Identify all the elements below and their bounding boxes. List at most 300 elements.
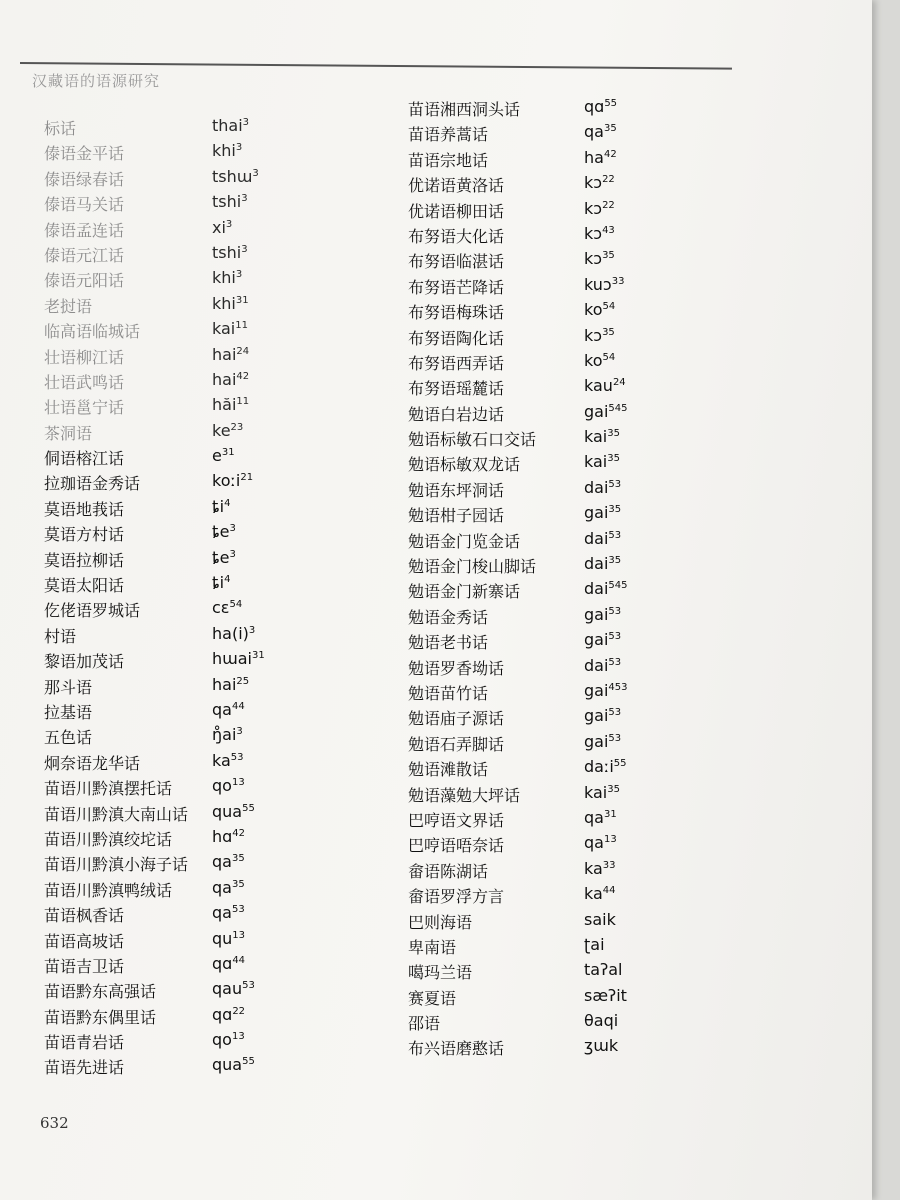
word-form-base: taʔal — [584, 960, 623, 980]
language-name: 布努语西弄话 — [408, 353, 505, 373]
word-form — [584, 783, 620, 802]
tone-number: 42 — [236, 370, 250, 382]
word-form — [212, 167, 259, 186]
language-name: 苗语枫香话 — [44, 906, 125, 926]
language-name: 壮语柳江话 — [44, 347, 125, 367]
tone-number: 3 — [225, 218, 233, 230]
word-form-base: qa — [584, 807, 604, 827]
word-form-base: kau — [584, 376, 613, 396]
tone-number: 53 — [608, 478, 622, 490]
tone-number: 55 — [604, 98, 618, 109]
word-form-base: kai — [584, 452, 608, 472]
word-form — [584, 808, 617, 827]
word-form-base: cɛ — [212, 598, 230, 618]
tone-number: 31 — [251, 650, 265, 662]
tone-number: 4 — [224, 574, 231, 586]
tone-number: 4 — [224, 497, 231, 509]
tone-number: 3 — [235, 269, 243, 281]
tone-number: 545 — [608, 580, 628, 592]
tone-number: 42 — [603, 148, 617, 160]
word-form-base: khi — [212, 293, 236, 313]
word-form-base: gai — [584, 680, 609, 700]
word-form-base: ke — [212, 420, 231, 440]
language-name: 傣语元阳话 — [44, 271, 125, 291]
word-form-base: dai — [584, 655, 609, 675]
tone-number: 53 — [608, 631, 622, 643]
language-name: 苗语养蒿话 — [408, 125, 489, 145]
language-name: 布努语大化话 — [408, 226, 505, 246]
word-form-base: kɔ — [584, 325, 603, 345]
word-form-base: tshi — [212, 242, 242, 262]
tone-number: 11 — [236, 396, 250, 408]
tone-number: 13 — [232, 929, 246, 941]
word-form-base: qua — [212, 801, 243, 821]
tone-number: 53 — [608, 529, 622, 541]
tone-number: 11 — [235, 320, 248, 332]
word-form — [584, 757, 627, 776]
word-form-base: thai — [212, 116, 243, 135]
word-form — [584, 884, 616, 903]
language-name: 勉语金门梭山脚话 — [408, 557, 537, 577]
word-form-base: ha — [584, 147, 604, 167]
language-name: 老挝语 — [44, 296, 93, 316]
tone-number: 53 — [230, 751, 244, 763]
word-form-base: kai — [584, 427, 608, 447]
language-name: 茶洞语 — [44, 423, 93, 443]
word-form-base: hăi — [212, 395, 237, 415]
tone-number: 35 — [607, 453, 620, 465]
word-form-base: qua — [212, 1055, 243, 1075]
word-form-base: ȶi — [212, 573, 225, 593]
word-form — [212, 1030, 245, 1049]
language-name: 噶玛兰语 — [408, 963, 473, 983]
language-name: 巴哼语文界话 — [408, 810, 505, 830]
language-name: 苗语青岩话 — [44, 1033, 125, 1053]
word-form-base: qɑ — [212, 953, 233, 973]
tone-number: 31 — [221, 447, 235, 459]
page-number: 632 — [40, 1114, 69, 1132]
word-form-base: qau — [212, 979, 243, 999]
tone-number: 31 — [603, 808, 617, 820]
word-form — [584, 1011, 618, 1030]
word-form-base: saik — [584, 909, 616, 929]
word-form-base: gai — [584, 706, 609, 726]
tone-number: 35 — [608, 504, 622, 516]
tone-number: 42 — [232, 827, 246, 839]
word-form — [212, 421, 243, 440]
language-name: 勉语藻勉大坪话 — [408, 785, 521, 805]
language-name: 莫语太阳话 — [44, 576, 125, 596]
word-form — [212, 929, 245, 948]
word-form — [584, 960, 623, 979]
language-name: 勉语柑子园话 — [408, 506, 505, 526]
language-name: 炯奈语龙华话 — [44, 753, 141, 773]
word-form-base: qa — [584, 833, 604, 853]
language-name: 苗语宗地话 — [408, 150, 489, 170]
word-form — [212, 294, 249, 313]
word-form — [584, 935, 605, 954]
word-form-base: hɑ — [212, 826, 233, 846]
word-form — [212, 878, 245, 897]
tone-number: 13 — [231, 777, 245, 789]
language-name: 苗语川黔滇绞坨话 — [44, 829, 173, 849]
word-form — [584, 122, 617, 141]
word-form — [584, 478, 621, 497]
language-name: 布努语陶化话 — [408, 328, 505, 348]
tone-number: 3 — [248, 624, 256, 636]
language-name: 莫语地莪话 — [44, 499, 125, 519]
word-form-base: ka — [584, 858, 603, 878]
language-name: 优诺语黄洛话 — [408, 176, 505, 196]
tone-number: 23 — [230, 421, 244, 433]
language-name: 赛夏语 — [408, 988, 457, 1008]
word-form-base: ʒɯk — [584, 1036, 619, 1056]
language-name: 畲语陈湖话 — [408, 861, 489, 881]
word-form-base: gai — [584, 401, 609, 421]
tone-number: 53 — [608, 732, 622, 744]
tone-number: 53 — [608, 605, 622, 617]
language-name: 勉语苗竹话 — [408, 683, 489, 703]
language-name: 勉语罗香坳话 — [408, 658, 505, 678]
word-form — [584, 732, 621, 751]
tone-number: 22 — [602, 199, 615, 211]
language-name: 勉语金门览金话 — [408, 531, 521, 551]
word-form-base: ka — [212, 750, 231, 770]
word-form — [212, 319, 248, 338]
language-name: 临高语临城话 — [44, 322, 141, 342]
language-name: 苗语黔东偶里话 — [44, 1007, 157, 1027]
word-form-base: qa — [212, 699, 232, 719]
language-name: 巴则海语 — [408, 912, 473, 932]
word-form — [212, 345, 249, 364]
language-name: 巴哼语唔奈话 — [408, 836, 505, 856]
word-form — [584, 148, 617, 167]
word-form-base: gai — [584, 604, 609, 624]
word-form — [212, 979, 255, 998]
language-name: 苗语湘西洞头话 — [408, 100, 521, 119]
word-form-base: ko — [584, 300, 603, 320]
word-form — [212, 802, 255, 821]
word-form-base: ha(i) — [212, 623, 249, 643]
tone-number: 53 — [242, 980, 255, 992]
word-form — [584, 833, 617, 852]
tone-number: 3 — [252, 167, 259, 179]
word-form — [584, 326, 615, 345]
word-form-base: ȶi — [212, 496, 225, 516]
word-form — [212, 573, 230, 592]
word-form — [212, 243, 248, 262]
tone-number: 35 — [602, 250, 615, 262]
word-form — [212, 522, 236, 541]
word-form-base: ȶe — [212, 522, 230, 542]
language-name: 莫语方村话 — [44, 525, 125, 545]
language-name: 勉语庙子源话 — [408, 709, 505, 729]
word-form-base: kuɔ — [584, 274, 612, 294]
language-name: 那斗语 — [44, 677, 93, 697]
tone-number: 3 — [242, 117, 250, 128]
word-form — [212, 903, 245, 922]
tone-number: 35 — [608, 555, 622, 567]
tone-number: 3 — [229, 548, 236, 560]
tone-number: 53 — [608, 707, 622, 719]
language-name: 苗语吉卫话 — [44, 956, 125, 976]
language-name: 布努语瑶麓话 — [408, 379, 505, 399]
tone-number: 3 — [241, 193, 248, 205]
language-name: 侗语榕江话 — [44, 449, 125, 469]
language-name: 勉语滩散话 — [408, 760, 489, 780]
tone-number: 54 — [229, 599, 243, 611]
word-form-base: qa — [212, 903, 232, 923]
tone-number: 35 — [231, 878, 245, 890]
word-form — [584, 910, 616, 929]
word-form-base: kɔ — [584, 249, 603, 269]
language-name: 苗语川黔滇摆托话 — [44, 779, 173, 799]
language-name: 卑南语 — [408, 937, 457, 957]
word-form-base: koːi — [212, 471, 241, 491]
language-name: 勉语老书话 — [408, 633, 489, 653]
word-form-base: dai — [584, 477, 609, 497]
language-name: 苗语川黔滇鸭绒话 — [44, 880, 173, 900]
tone-number: 44 — [232, 954, 246, 966]
word-form — [584, 706, 621, 725]
word-form — [584, 199, 615, 218]
language-name: 布兴语磨憨话 — [408, 1039, 505, 1059]
word-form-base: qɑ — [584, 97, 605, 116]
word-form — [212, 827, 245, 846]
word-form — [212, 700, 245, 719]
language-name: 勉语标敏双龙话 — [408, 455, 521, 475]
word-form-base: khi — [212, 268, 236, 288]
language-name: 优诺语柳田话 — [408, 201, 505, 221]
word-form — [584, 986, 627, 1005]
tone-number: 35 — [231, 853, 245, 865]
tone-number: 43 — [602, 224, 615, 236]
tone-number: 13 — [603, 834, 617, 846]
word-form — [584, 656, 621, 675]
word-form-base: hai — [212, 369, 237, 389]
tone-number: 35 — [602, 326, 615, 338]
tone-number: 21 — [240, 472, 254, 484]
word-form-base: daːi — [584, 757, 614, 777]
word-form — [212, 649, 265, 668]
word-form-base: tshi — [212, 192, 242, 212]
word-form — [212, 268, 242, 287]
word-form — [584, 605, 621, 624]
word-form-base: θaqi — [584, 1011, 619, 1031]
word-form — [212, 446, 235, 465]
word-form-base: e — [212, 446, 222, 466]
word-form — [584, 351, 615, 370]
word-form-base: ʈai — [584, 934, 605, 954]
language-name: 拉珈语金秀话 — [44, 474, 141, 494]
word-form — [584, 681, 628, 700]
language-name: 勉语金秀话 — [408, 607, 489, 627]
language-name: 仡佬语罗城话 — [44, 601, 141, 621]
tone-number: 31 — [235, 294, 249, 306]
word-form — [584, 275, 624, 294]
language-name: 村语 — [44, 626, 77, 646]
word-form — [584, 376, 626, 395]
tone-number: 22 — [602, 174, 615, 186]
tone-number: 3 — [235, 142, 243, 154]
word-form — [212, 1005, 245, 1024]
word-form — [212, 954, 245, 973]
word-form-base: hai — [212, 344, 237, 364]
word-form — [212, 675, 249, 694]
word-form — [212, 395, 249, 414]
language-name: 傣语绿春话 — [44, 169, 125, 189]
word-form — [584, 579, 628, 598]
word-form-base: xi — [212, 217, 226, 237]
word-form — [212, 116, 249, 135]
tone-number: 53 — [231, 904, 245, 916]
word-form — [584, 427, 620, 446]
language-name: 莫语拉柳话 — [44, 550, 125, 570]
language-name: 勉语标敏石口交话 — [408, 430, 537, 450]
word-form-base: qu — [212, 928, 233, 948]
tone-number: 25 — [236, 675, 250, 687]
word-form — [212, 598, 242, 617]
word-form-base: gai — [584, 503, 609, 523]
word-form — [212, 725, 243, 744]
word-form — [584, 300, 615, 319]
word-form-base: ko — [584, 350, 603, 370]
word-form — [212, 471, 253, 490]
tone-number: 54 — [602, 351, 616, 363]
word-form — [212, 370, 249, 389]
language-name: 苗语川黔滇小海子话 — [44, 855, 189, 875]
tone-number: 55 — [242, 1056, 255, 1068]
word-form — [584, 859, 616, 878]
word-form — [212, 218, 232, 237]
word-form-base: qa — [212, 852, 232, 872]
language-name: 畲语罗浮方言 — [408, 887, 505, 907]
word-form — [584, 630, 621, 649]
language-name: 傣语金平话 — [44, 144, 125, 164]
word-form — [212, 1055, 255, 1074]
tone-number: 53 — [608, 656, 622, 668]
word-form-base: dai — [584, 554, 609, 574]
word-form — [212, 548, 236, 567]
tone-number: 22 — [232, 1005, 246, 1017]
tone-number: 13 — [231, 1031, 245, 1043]
tone-number: 33 — [602, 859, 616, 871]
word-form — [584, 402, 628, 421]
word-form-base: dai — [584, 528, 609, 548]
tone-number: 44 — [231, 700, 245, 712]
word-form — [584, 1036, 618, 1055]
tone-number: 3 — [229, 523, 236, 535]
word-form-base: dai — [584, 579, 609, 599]
word-form-base: hai — [212, 674, 237, 694]
word-form — [212, 776, 245, 795]
language-name: 苗语先进话 — [44, 1058, 125, 1078]
word-form-base: kai — [212, 319, 236, 339]
language-name: 壮语武鸣话 — [44, 372, 125, 392]
tone-number: 35 — [603, 123, 617, 135]
word-form — [584, 503, 621, 522]
word-form-base: kai — [584, 782, 608, 802]
word-form-base: kɔ — [584, 198, 603, 218]
language-name: 布努语芒降话 — [408, 277, 505, 297]
word-form — [212, 192, 248, 211]
language-name: 苗语川黔滇大南山话 — [44, 804, 189, 824]
tone-number: 54 — [602, 301, 616, 313]
word-form-base: khi — [212, 141, 236, 161]
tone-number: 453 — [608, 681, 628, 693]
word-form — [212, 141, 242, 160]
tone-number: 24 — [612, 377, 626, 389]
word-form — [584, 97, 617, 116]
language-name: 拉基语 — [44, 702, 93, 722]
word-form — [584, 173, 615, 192]
tone-number: 44 — [602, 885, 616, 897]
word-form-base: tshɯ — [212, 166, 253, 186]
tone-number: 3 — [236, 726, 243, 738]
language-name: 标话 — [44, 119, 77, 138]
running-title: 汉藏语的语源研究 — [32, 72, 161, 90]
word-form — [584, 249, 615, 268]
word-form-base: ȶe — [212, 547, 230, 567]
language-name: 苗语高坡话 — [44, 931, 125, 951]
tone-number: 55 — [242, 802, 255, 814]
word-form — [212, 497, 230, 516]
word-form — [212, 852, 245, 871]
language-name: 傣语马关话 — [44, 195, 125, 215]
word-form-base: qo — [212, 1030, 232, 1050]
tone-number: 3 — [241, 243, 248, 255]
language-name: 五色话 — [44, 728, 93, 748]
tone-number: 55 — [613, 758, 627, 770]
language-name: 勉语东坪洞话 — [408, 480, 505, 500]
language-name: 勉语金门新寨话 — [408, 582, 521, 602]
language-name: 邵语 — [408, 1014, 441, 1034]
word-form-base: gai — [584, 630, 609, 650]
word-form-base: qɑ — [212, 1004, 233, 1024]
language-name: 壮语邕宁话 — [44, 398, 125, 418]
word-form-base: hɯai — [212, 649, 252, 669]
language-name: 黎语加茂话 — [44, 652, 125, 672]
word-form-base: qa — [584, 122, 604, 142]
language-name: 布努语临湛话 — [408, 252, 505, 272]
tone-number: 35 — [607, 428, 620, 440]
word-form — [584, 224, 615, 243]
word-form-base: kɔ — [584, 173, 603, 193]
word-form — [584, 529, 621, 548]
word-form-base: ŋ̊ai — [212, 725, 237, 745]
language-name: 布努语梅珠话 — [408, 303, 505, 323]
language-name: 傣语孟连话 — [44, 220, 125, 240]
word-form-base: sæʔit — [584, 985, 627, 1005]
word-form-base: kɔ — [584, 223, 603, 243]
tone-number: 545 — [608, 402, 628, 414]
tone-number: 33 — [611, 275, 625, 287]
language-name: 勉语石弄脚话 — [408, 734, 505, 754]
word-form-base: qa — [212, 877, 232, 897]
language-name: 苗语黔东高强话 — [44, 982, 157, 1002]
header-rule — [20, 62, 732, 70]
tone-number: 35 — [607, 783, 620, 795]
language-name: 勉语白岩边话 — [408, 404, 505, 424]
word-form-base: ka — [584, 884, 603, 904]
word-form-base: qo — [212, 776, 232, 796]
word-form-base: gai — [584, 731, 609, 751]
word-form — [212, 624, 255, 643]
word-form — [584, 452, 620, 471]
word-form — [212, 751, 244, 770]
tone-number: 24 — [236, 345, 250, 357]
language-name: 傣语元江话 — [44, 245, 125, 265]
